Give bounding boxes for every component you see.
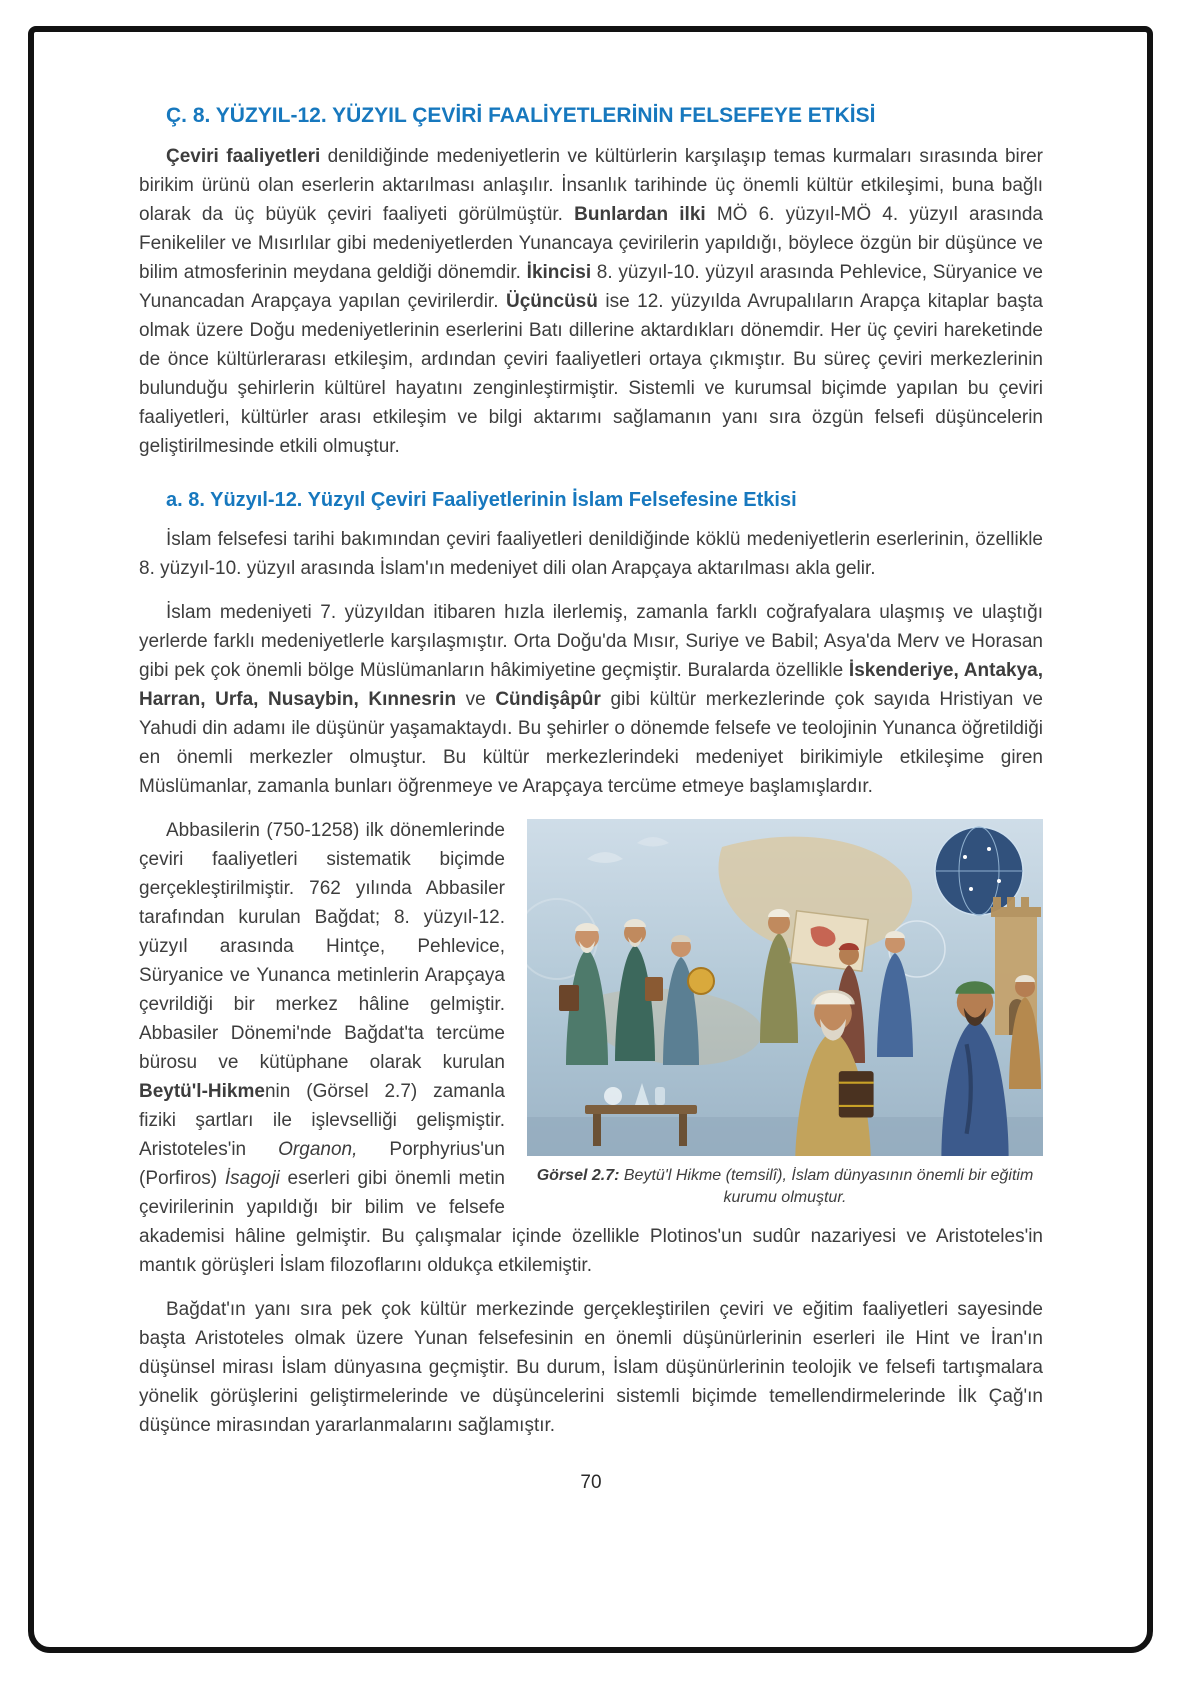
bold-text: Çeviri faaliyetleri — [166, 146, 321, 167]
body-text: İslam medeniyeti 7. yüzyıldan itibaren hızla ilerlemiş, zamanla farklı coğrafyalara ulaşmış ve ulaştığı yerlerde farklı medeniyetlerle karşılaşmıştır. Orta Doğu'da Mısır, Suriye ve Babil; Asya'da Merv ve Horasan gibi pek çok önemli bölge Müslümanların hâkimiyetine geçmiştir. Buralarda özellikle — [139, 602, 1043, 681]
bold-text: Cündişâpûr — [495, 689, 601, 710]
body-text: ise 12. yüzyılda Avrupalıların Arapça kitaplar başta olmak üzere Doğu medeniyetlerinin eserlerini Batı dillerine aktardıkları dönemdir. Her üç çeviri hareketinde de önce kültürlerarası etkileşim, ardından çeviri faaliyetleri ortaya çıkmıştır. Bu süreç çeviri merkezlerinin bulunduğu şehirlerin kültürel hayatını zenginleştirmiştir. Sistemli ve kurumsal biçimde yapılan bu çeviri faaliyetleri, kültürler arası etkileşim ve bilgi aktarımı sağlamanın yanı sıra özgün felsefi düşüncelerin geliştirilmesinde etkili olmuştur. — [139, 291, 1043, 457]
bold-text: İskenderiye, Antakya, Harran, Urfa, Nusaybin, Kınnesrin — [139, 660, 1043, 710]
paragraph-2: İslam felsefesi tarihi bakımından çeviri faaliyetleri denildiğinde köklü medeniyetlerin eserlerinin, özellikle 8. yüzyıl-10. yüzyıl arasında İslam'ın medeniyet dili olan Arapçaya aktarılması akla gelir. — [139, 529, 1043, 579]
body-text: MÖ 6. yüzyıl-MÖ 4. yüzyıl arasında Fenikeliler ve Mısırlılar gibi medeniyetlerden Yunancaya çevirilerin yapıldığı, böylece özgün bir düşünce ve bilim atmosferinin meydana geldiği dönemdir. — [139, 204, 1043, 283]
body-text: nin (Görsel 2.7) zamanla fiziki şartları ile işlevselliği gelişmiştir. Aristoteles'in — [139, 1081, 505, 1160]
italic-text: İsagoji — [224, 1168, 280, 1189]
body-text: eserleri gibi önemli metin çevirilerinin yapıldığı bir bilim ve felsefe akademisi hâline gelmiştir. Bu çalışmalar içinde özellikle Plotinos'un sudûr nazariyesi ve Aristoteles'in mantık görüşleri İslam filozoflarını oldukça etkilemiştir. — [139, 1168, 1043, 1276]
paragraph-1 — [139, 142, 1043, 461]
body-text: Abbasilerin (750-1258) ilk dönemlerinde çeviri faaliyetleri sistematik biçimde gerçekleştirilmiştir. 762 yılında Abbasiler tarafından kurulan Bağdat; 8. yüzyıl-12. yüzyıl arasında Hintçe, Pehlevice, Süryanice ve Yunanca metinlerin Arapçaya çevrildiği bir merkez hâline gelmiştir. Abbasiler Dönemi'nde Bağdat'ta tercüme bürosu ve kütüphane olarak kurulan — [139, 820, 505, 1073]
body-text: ve — [456, 689, 496, 710]
page-number: 70 — [580, 1472, 602, 1493]
italic-text: Organon, — [278, 1139, 358, 1160]
figure-caption — [527, 1165, 1043, 1209]
paragraph-5: Bağdat'ın yanı sıra pek çok kültür merkezinde gerçekleştirilen çeviri ve eğitim faaliyetleri sayesinde başta Aristoteles olmak üzere Yunan felsefesinin en önemli düşünürlerinin eserleri ile Hint ve İran'ın düşünsel mirası İslam dünyasına geçmiştir. Bu durum, İslam düşünürlerinin teolojik ve felsefi tartışmalara yönelik görüşlerini geliştirmelerinde ve düşüncelerini sistemli biçimde temellendirmelerinde İlk Çağ'ın düşünce mirasından yararlanmalarını sağlamıştır. — [139, 1299, 1043, 1436]
section-heading: Ç. 8. YÜZYIL-12. YÜZYIL ÇEVİRİ FAALİYETLERİNİN FELSEFEYE ETKİSİ — [166, 104, 876, 127]
bold-text: Bunlardan ilki — [574, 204, 706, 225]
figure-2-7 — [527, 819, 1043, 1209]
bold-text: İkincisi — [526, 262, 592, 283]
body-text: gibi kültür merkezlerinde çok sayıda Hristiyan ve Yahudi din adamı ile düşünür yaşamaktaydı. Bu şehirler o dönemde felsefe ve teolojinin Yunanca öğretildiği en önemli merkezler olmuştur. Bu kültür merkezlerindeki medeniyet birikimiyle etkileşime giren Müslümanlar, zamanla bunları öğrenmeye ve Arapçaya tercüme etmeye başlamışlardır. — [139, 689, 1043, 797]
figure-painting — [527, 819, 1043, 1156]
paragraph-3 — [139, 598, 1043, 801]
subsection-heading: a. 8. Yüzyıl-12. Yüzyıl Çeviri Faaliyetlerinin İslam Felsefesine Etkisi — [166, 489, 797, 511]
body-text: 8. yüzyıl-10. yüzyıl arasında Pehlevice, Süryanice ve Yunancadan Arapçaya yapılan çevirilerdir. — [139, 262, 1043, 312]
body-text: Porphyrius'un (Porfiros) — [139, 1139, 505, 1189]
bold-text: Beytü'l-Hikme — [139, 1081, 265, 1102]
body-text: denildiğinde medeniyetlerin ve kültürlerin karşılaşıp temas kurmaları sırasında birer birikim ürünü olan eserlerin aktarılması anlaşılır. İnsanlık tarihinde üç önemli kültür etkileşimi, buna bağlı olarak da üç büyük çeviri faaliyeti görülmüştür. — [139, 146, 1043, 225]
bold-text: Üçüncüsü — [506, 291, 598, 312]
figure-caption-text: Beytü'l Hikme (temsilî), İslam dünyasının önemli bir eğitim kurumu olmuştur. — [619, 1167, 1034, 1206]
figure-caption-label: Görsel 2.7: — [536, 1167, 620, 1184]
figure-text-block — [139, 816, 1043, 1295]
